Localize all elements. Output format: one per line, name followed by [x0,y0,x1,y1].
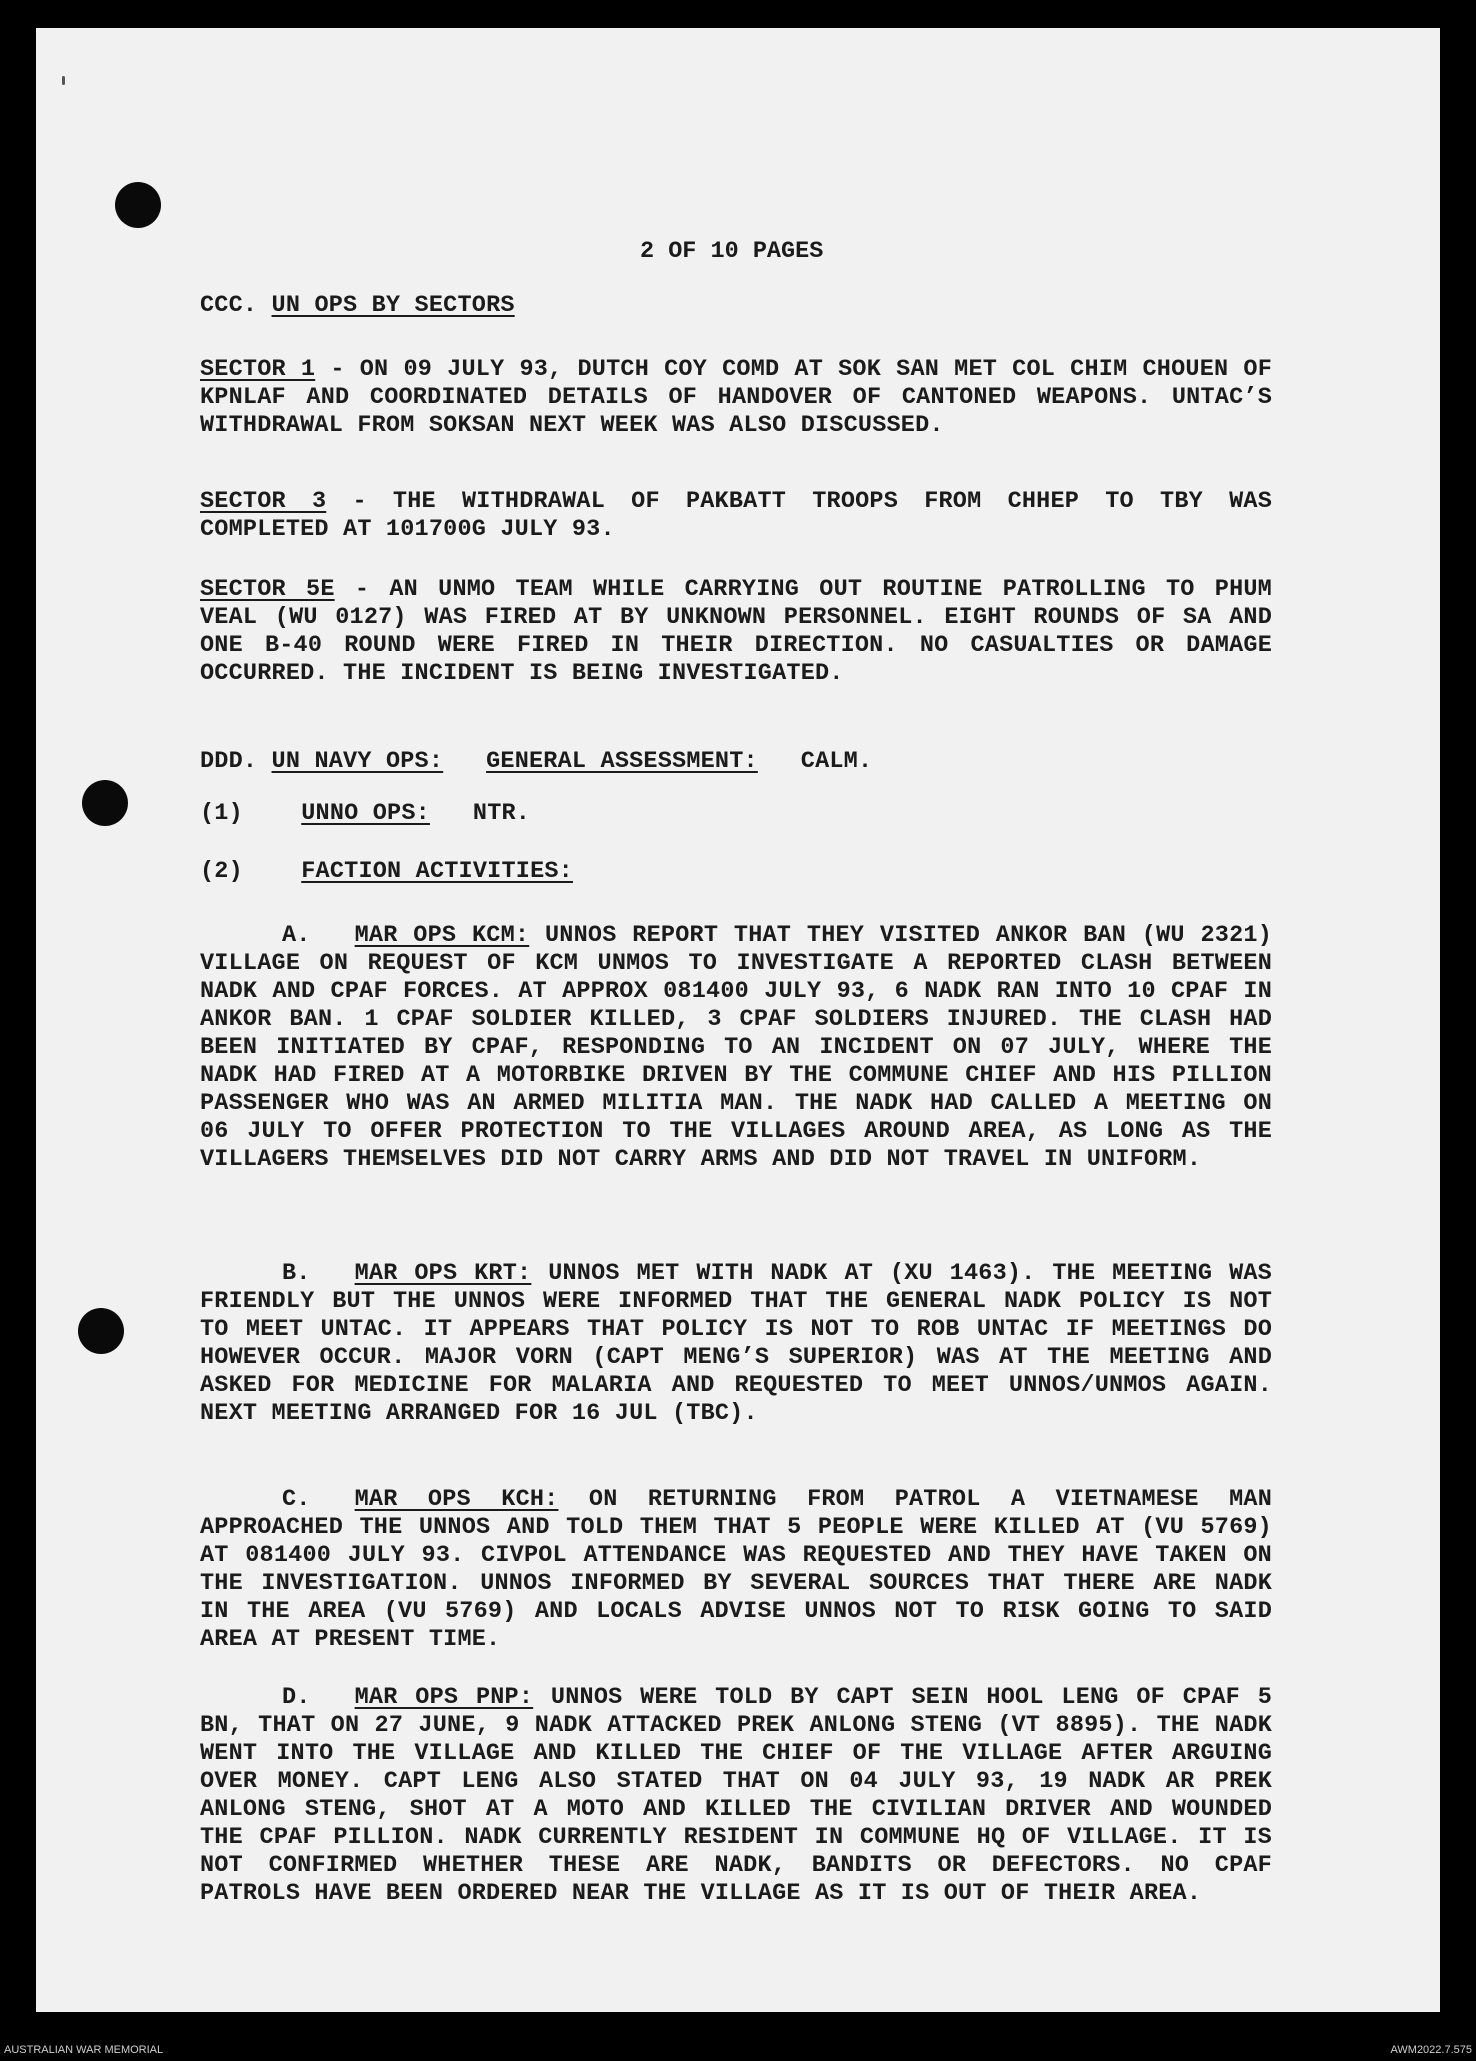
sector-3-paragraph [200,488,1272,544]
item-1 [200,800,1272,828]
page-number: 2 OF 10 PAGES [640,238,824,265]
sector-label: SECTOR 3 [200,488,327,515]
section-heading: UN OPS BY SECTORS [271,292,515,319]
section-ccc-heading [200,292,1272,320]
section-prefix: CCC. [200,292,258,319]
sector-text: - THE WITHDRAWAL OF PAKBATT TROOPS FROM CHHEP TO TBY WAS COMPLETED AT 101700G JULY 93. [200,488,1272,543]
activity-c-paragraph [200,1486,1272,1654]
activity-letter: A. [282,922,311,949]
sector-text: - AN UNMO TEAM WHILE CARRYING OUT ROUTINE PATROLLING TO PHUM VEAL (WU 0127) WAS FIRED AT BY UNKNOWN PERSONNEL. EIGHT ROUNDS OF SA AND ONE B-40 ROUND WERE FIRED IN THEIR DIRECTION. NO CASUALTIES OR DAMAGE OCCURRED. THE INCIDENT IS BEING INVESTIGATED. [200,576,1272,687]
assessment-value: CALM. [800,748,873,775]
footer-left: AUSTRALIAN WAR MEMORIAL [4,2044,164,2056]
activity-text: UNNOS WERE TOLD BY CAPT SEIN HOOL LENG OF CPAF 5 BN, THAT ON 27 JUNE, 9 NADK ATTACKED PREK ANLONG STENG (VT 8895). THE NADK WENT INTO THE VILLAGE AND KILLED THE CHIEF OF THE VILLAGE AFTER ARGUING OVER MONEY. CAPT LENG ALSO STATED THAT ON 04 JULY 93, 19 NADK AR PREK ANLONG STENG, SHOT AT A MOTO AND KILLED THE CIVILIAN DRIVER AND WOUNDED THE CPAF PILLION. NADK CURRENTLY RESIDENT IN COMMUNE HQ OF VILLAGE. IT IS NOT CONFIRMED WHETHER THESE ARE NADK, BANDITS OR DEFECTORS. NO CPAF PATROLS HAVE BEEN ORDERED NEAR THE VILLAGE AS IT IS OUT OF THEIR AREA. [200,1684,1272,1907]
section-prefix: DDD. [200,748,258,775]
punch-hole-middle [82,780,128,826]
paper-speck [62,76,65,85]
activity-text: ON RETURNING FROM PATROL A VIETNAMESE MAN APPROACHED THE UNNOS AND TOLD THEM THAT 5 PEOPLE WERE KILLED AT (VU 5769) AT 081400 JULY 93. CIVPOL ATTENDANCE WAS REQUESTED AND THEY HAVE TAKEN ON THE INVESTIGATION. UNNOS INFORMED BY SEVERAL SOURCES THAT THERE ARE NADK IN THE AREA (VU 5769) AND LOCALS ADVISE UNNOS NOT TO RISK GOING TO SAID AREA AT PRESENT TIME. [200,1486,1272,1653]
sector-5e-paragraph [200,576,1272,688]
sector-text: - ON 09 JULY 93, DUTCH COY COMD AT SOK SAN MET COL CHIM CHOUEN OF KPNLAF AND COORDINATED DETAILS OF HANDOVER OF CANTONED WEAPONS. UNTAC’S WITHDRAWAL FROM SOKSAN NEXT WEEK WAS ALSO DISCUSSED. [200,356,1273,439]
activity-label: MAR OPS KCM: [354,922,530,949]
item-2 [200,858,1272,886]
assessment-label: GENERAL ASSESSMENT: [486,748,758,775]
punch-hole-bottom [78,1308,124,1354]
item-label: UNNO OPS: [301,800,430,827]
sector-label: SECTOR 1 [200,356,316,383]
item-number: (1) [200,800,243,827]
activity-label: MAR OPS PNP: [354,1684,534,1711]
item-number: (2) [200,858,243,885]
activity-label: MAR OPS KRT: [354,1260,532,1287]
item-value: NTR. [472,800,531,827]
activity-label: MAR OPS KCH: [354,1486,559,1513]
sector-1-paragraph [200,356,1272,440]
activity-a-paragraph [200,922,1272,1174]
activity-letter: B. [282,1260,311,1287]
activity-b-paragraph [200,1260,1272,1428]
section-heading: UN NAVY OPS: [271,748,444,775]
activity-letter: D. [282,1684,311,1711]
footer-right: AWM2022.7.575 [1390,2044,1472,2056]
punch-hole-top [115,182,161,228]
activity-text: UNNOS REPORT THAT THEY VISITED ANKOR BAN (WU 2321) VILLAGE ON REQUEST OF KCM UNMOS TO INVESTIGATE A REPORTED CLASH BETWEEN NADK AND CPAF FORCES. AT APPROX 081400 JULY 93, 6 NADK RAN INTO 10 CPAF IN ANKOR BAN. 1 CPAF SOLDIER KILLED, 3 CPAF SOLDIERS INJURED. THE CLASH HAD BEEN INITIATED BY CPAF, RESPONDING TO AN INCIDENT ON 07 JULY, WHERE THE NADK HAD FIRED AT A MOTORBIKE DRIVEN BY THE COMMUNE CHIEF AND HIS PILLION PASSENGER WHO WAS AN ARMED MILITIA MAN. THE NADK HAD CALLED A MEETING ON 06 JULY TO OFFER PROTECTION TO THE VILLAGES AROUND AREA, AS LONG AS THE VILLAGERS THEMSELVES DID NOT CARRY ARMS AND DID NOT TRAVEL IN UNIFORM. [200,922,1272,1173]
activity-d-paragraph [200,1684,1272,1908]
sector-label: SECTOR 5E [200,576,335,603]
activity-text: UNNOS MET WITH NADK AT (XU 1463). THE MEETING WAS FRIENDLY BUT THE UNNOS WERE INFORMED THAT THE GENERAL NADK POLICY IS NOT TO MEET UNTAC. IT APPEARS THAT POLICY IS NOT TO ROB UNTAC IF MEETINGS DO HOWEVER OCCUR. MAJOR VORN (CAPT MENG’S SUPERIOR) WAS AT THE MEETING AND ASKED FOR MEDICINE FOR MALARIA AND REQUESTED TO MEET UNNOS/UNMOS AGAIN. NEXT MEETING ARRANGED FOR 16 JUL (TBC). [200,1260,1272,1427]
activity-letter: C. [282,1486,311,1513]
item-label: FACTION ACTIVITIES: [301,858,573,885]
section-ddd-heading [200,748,1272,776]
